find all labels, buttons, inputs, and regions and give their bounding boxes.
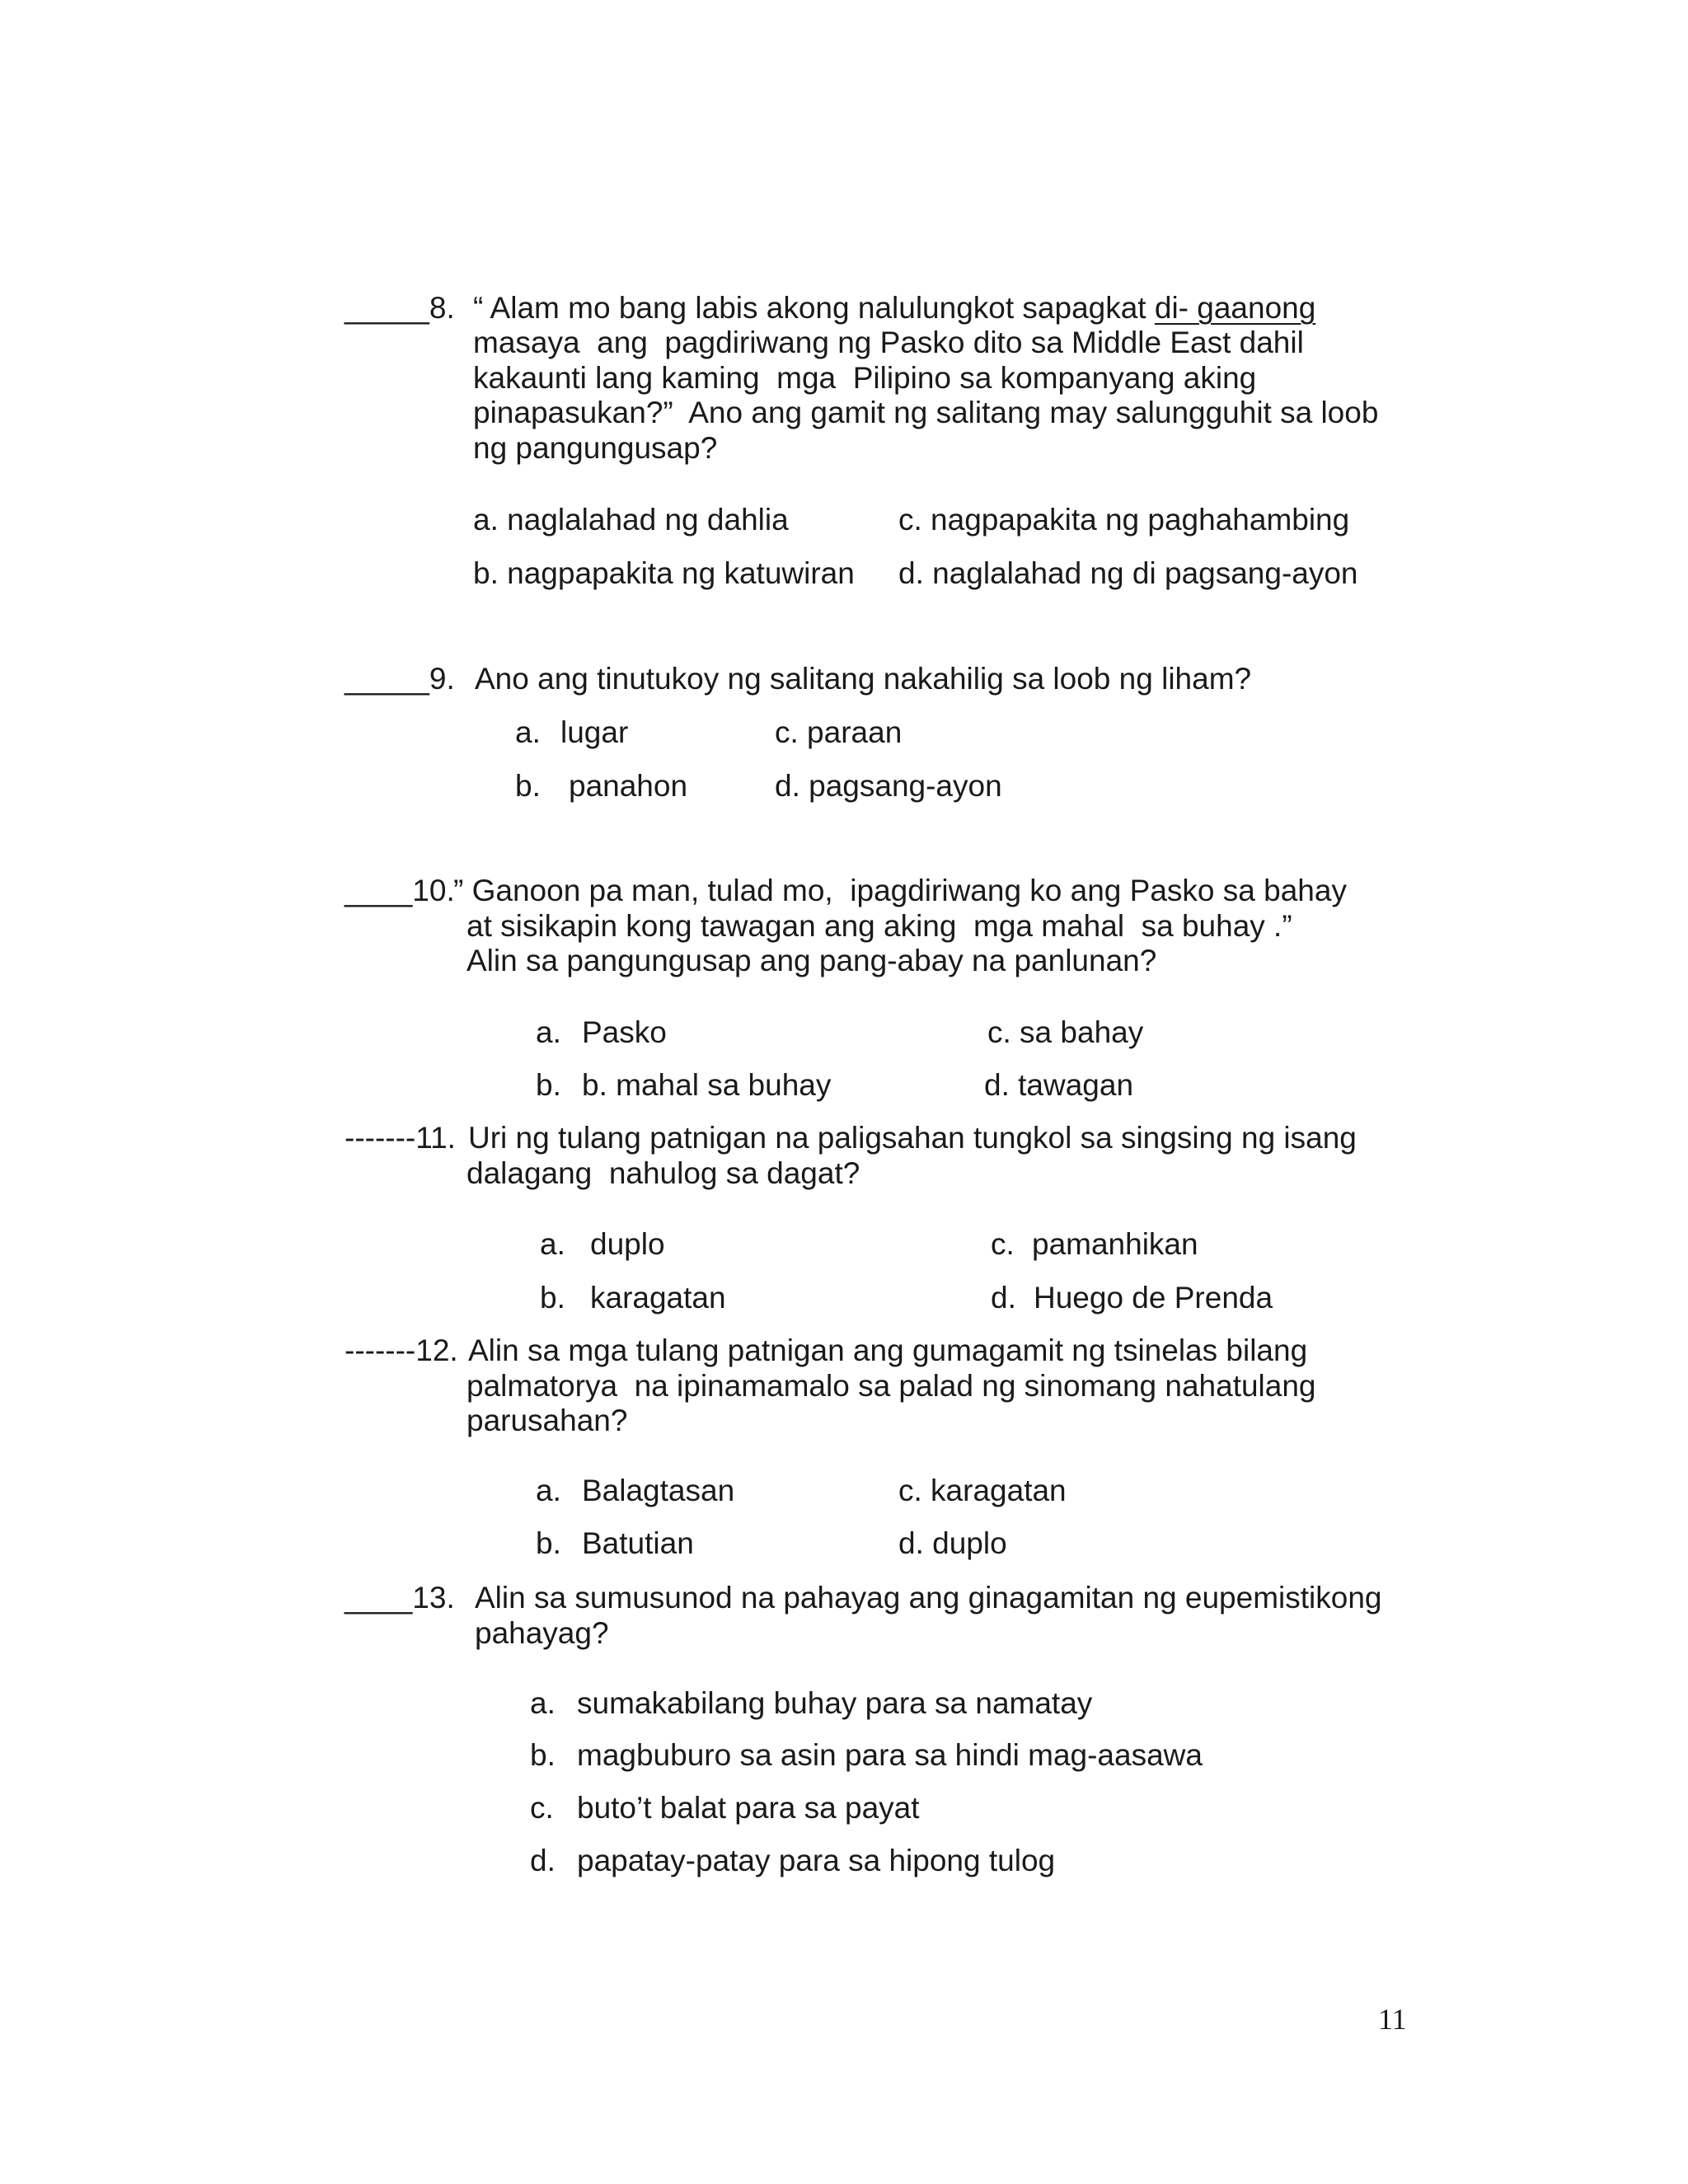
q8-stem-line-3: kakaunti lang kaming mga Pilipino sa kompanyang aking <box>473 361 1257 395</box>
q13-choice-b: magbuburo sa asin para sa hindi mag-aasawa <box>577 1738 1203 1772</box>
q11-choice-c: pamanhikan <box>1032 1227 1198 1261</box>
q11-stem-line-1: Uri ng tulang patnigan na paligsahan tungkol sa singsing ng isang <box>468 1121 1357 1155</box>
page-number: 11 <box>1378 2003 1407 2036</box>
q11-choice-b: karagatan <box>590 1281 726 1315</box>
q12-stem-line-1: Alin sa mga tulang patnigan ang gumagamit ng tsinelas bilang <box>468 1333 1308 1367</box>
q10-choice-b: b. mahal sa buhay <box>582 1068 832 1102</box>
q9-choice-c: c. paraan <box>775 715 903 749</box>
q10-choice-d: d. tawagan <box>984 1068 1134 1102</box>
q11-choice-a: duplo <box>590 1227 665 1261</box>
q9-choice-d: d. pagsang-ayon <box>775 769 1002 803</box>
q13-choice-a-letter: a. <box>530 1686 556 1720</box>
q9-choice-b-letter: b. <box>515 769 541 803</box>
q12-choice-d: d. duplo <box>898 1526 1007 1560</box>
q10-number: ____10. <box>345 874 455 907</box>
q12-choice-b: Batutian <box>582 1526 694 1560</box>
q10-stem-line-3: Alin sa pangungusap ang pang-abay na panlunan? <box>467 944 1157 977</box>
q12-stem-line-3: parusahan? <box>467 1404 628 1437</box>
q8-stem-line-5: ng pangungusap? <box>473 431 718 465</box>
q10-choice-a-letter: a. <box>536 1015 561 1049</box>
q11-number: -------11. <box>345 1121 456 1155</box>
q12-choice-a: Balagtasan <box>582 1474 735 1507</box>
q8-stem-text: “ Alam mo bang labis akong nalulungkot sapagkat <box>473 291 1155 325</box>
q12-choice-a-letter: a. <box>536 1474 561 1507</box>
q11-choice-d-letter: d. <box>991 1281 1016 1315</box>
q12-choice-c: c. karagatan <box>898 1474 1067 1507</box>
q13-number: ____13. <box>345 1581 455 1615</box>
q10-choice-c: c. sa bahay <box>987 1015 1144 1049</box>
q9-choice-b: panahon <box>569 769 688 803</box>
q8-choice-c: c. nagpapakita ng paghahambing <box>898 503 1350 537</box>
q8-choice-a: a. naglalahad ng dahlia <box>473 503 789 537</box>
q9-choice-a: lugar <box>560 715 629 749</box>
q13-choice-a: sumakabilang buhay para sa namatay <box>577 1686 1093 1720</box>
q8-stem-line-1 <box>473 293 1315 323</box>
q10-stem-line-2: at sisikapin kong tawagan ang aking mga mahal sa buhay .” <box>467 909 1292 943</box>
q8-choice-b: b. nagpapakita ng katuwiran <box>473 556 855 590</box>
q8-choice-d: d. naglalahad ng di pagsang-ayon <box>898 556 1358 590</box>
q12-choice-b-letter: b. <box>536 1526 561 1560</box>
q13-stem-line-1: Alin sa sumusunod na pahayag ang ginagamitan ng eupemistikong <box>475 1581 1382 1615</box>
q11-choice-c-letter: c. <box>991 1227 1015 1261</box>
q13-choice-d: papatay-patay para sa hipong tulog <box>577 1844 1056 1877</box>
q9-number: _____9. <box>345 662 455 696</box>
q12-stem-line-2: palmatorya na ipinamamalo sa palad ng sinomang nahatulang <box>467 1369 1316 1403</box>
q13-choice-d-letter: d. <box>530 1844 556 1877</box>
q8-stem-line-2: masaya ang pagdiriwang ng Pasko dito sa Middle East dahil <box>473 326 1304 359</box>
q13-choice-c: buto’t balat para sa payat <box>577 1791 920 1825</box>
q12-number: -------12. <box>345 1333 458 1367</box>
q11-stem-line-2: dalagang nahulog sa dagat? <box>467 1156 860 1190</box>
q8-stem-line-4: pinapasukan?” Ano ang gamit ng salitang may salungguhit sa loob <box>473 396 1379 429</box>
q13-choice-c-letter: c. <box>530 1791 554 1825</box>
q9-choice-a-letter: a. <box>515 715 541 749</box>
q10-choice-a: Pasko <box>582 1015 667 1049</box>
q11-choice-a-letter: a. <box>540 1227 565 1261</box>
q10-choice-b-letter: b. <box>536 1068 561 1102</box>
q11-choice-b-letter: b. <box>540 1281 565 1315</box>
q13-choice-b-letter: b. <box>530 1738 556 1772</box>
q10-stem-line-1: ” Ganoon pa man, tulad mo, ipagdiriwang ko ang Pasko sa bahay <box>453 874 1347 907</box>
q8-number: _____8. <box>345 291 455 325</box>
q11-choice-d: Huego de Prenda <box>1034 1281 1273 1315</box>
q8-underlined-word: di- gaanong <box>1154 291 1316 325</box>
q9-stem-line-1: Ano ang tinutukoy ng salitang nakahilig sa loob ng liham? <box>475 662 1252 696</box>
q13-stem-line-2: pahayag? <box>475 1616 609 1650</box>
